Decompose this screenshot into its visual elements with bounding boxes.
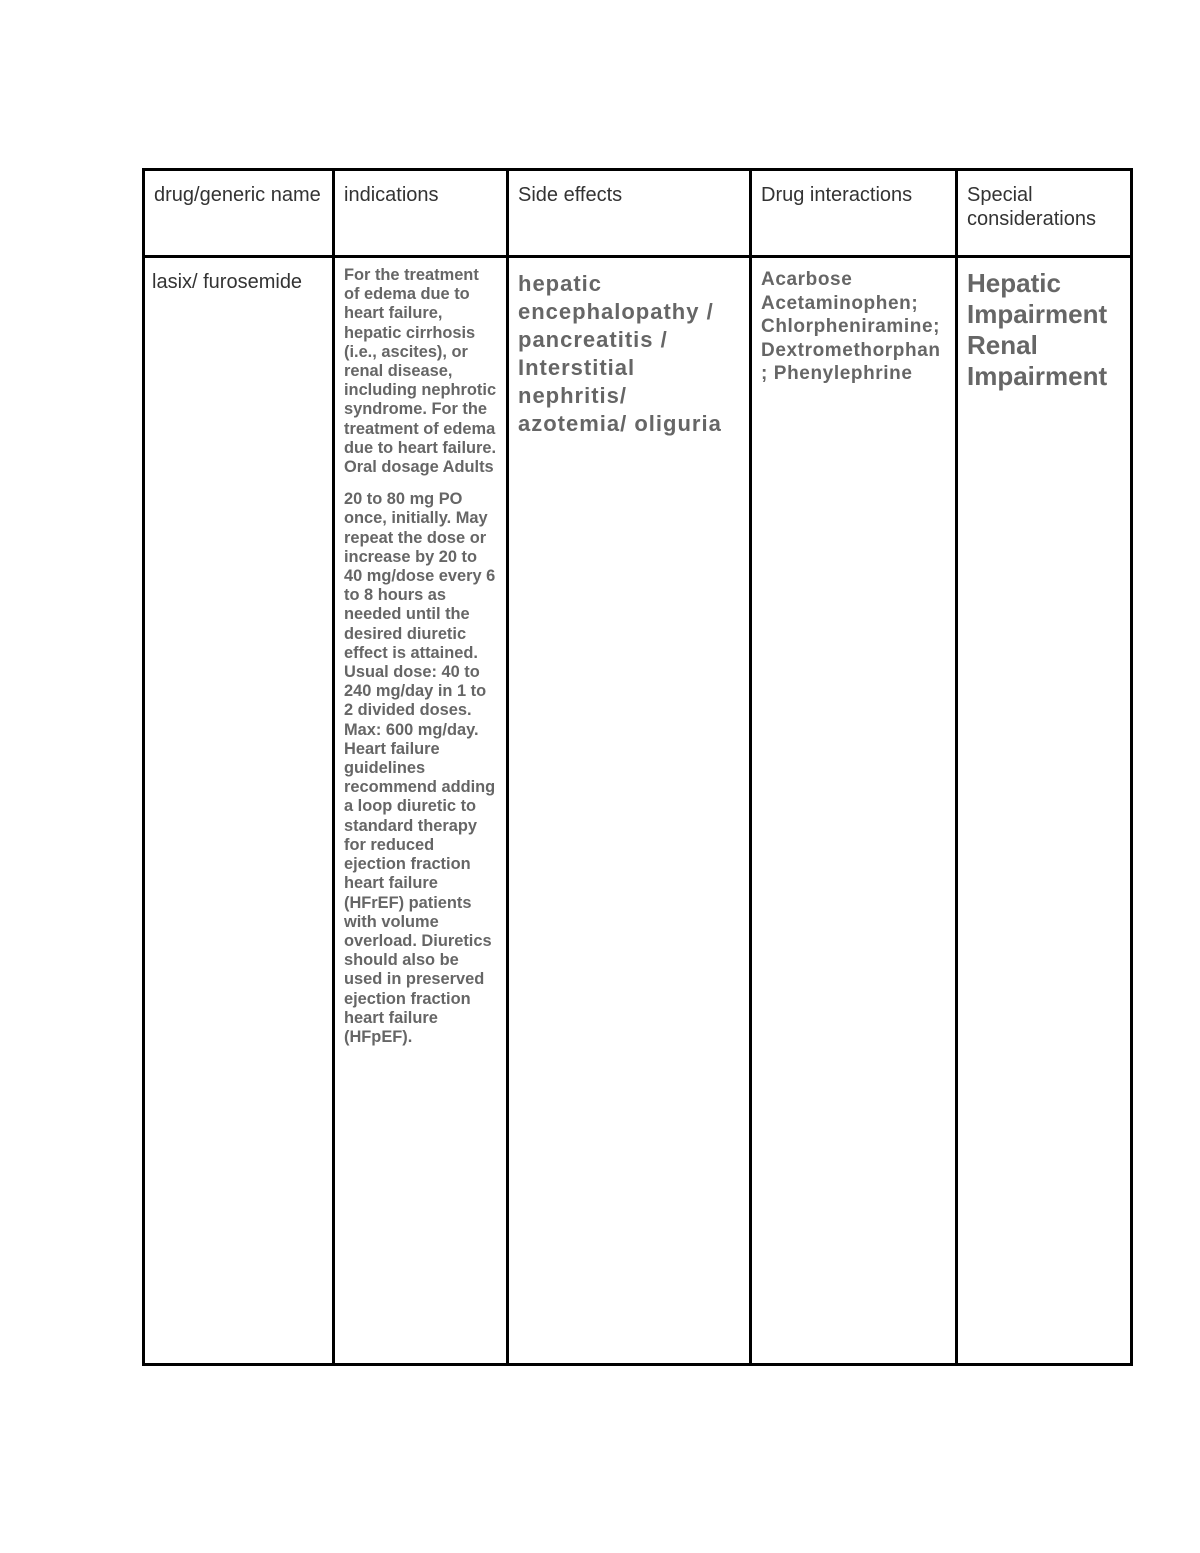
cell-drug-interactions — [751, 257, 957, 1365]
indications-paragraph-1: For the treatment of edema due to heart failure, hepatic cirrhosis (i.e., ascites), or renal disease, including nephrotic syndrome. For the treatment of edema due to heart failure. Oral dosage Adults — [344, 266, 497, 477]
cell-indications — [334, 257, 508, 1365]
header-indications: indications — [334, 170, 508, 257]
cell-drug-name — [144, 257, 334, 1365]
header-special-considerations: Special considerations — [957, 170, 1132, 257]
special-considerations-text: Hepatic Impairment Renal Impairment — [967, 268, 1108, 391]
side-effects-text: hepatic encephalopathy / pancreatitis / Interstitial nephritis/ azotemia/ oliguria — [518, 271, 722, 436]
drug-table — [142, 168, 1133, 1366]
cell-side-effects — [508, 257, 751, 1365]
table-header-row — [144, 170, 1132, 257]
cell-special-considerations — [957, 257, 1132, 1365]
header-drug-name: drug/generic name — [144, 170, 334, 257]
drug-interactions-text: Acarbose Acetaminophen; Chlorpheniramine; Dextromethorphan ; Phenylephrine — [761, 269, 941, 384]
drug-name-text: lasix/ furosemide — [152, 271, 303, 293]
header-drug-interactions: Drug interactions — [751, 170, 957, 257]
table-row — [144, 257, 1132, 1365]
header-side-effects: Side effects — [508, 170, 751, 257]
indications-paragraph-2: 20 to 80 mg PO once, initially. May repeat the dose or increase by 20 to 40 mg/dose every 6 to 8 hours as needed until the desired diuretic effect is attained. Usual dose: 40 to 240 mg/day in 1 to 2 divided doses. Max: 600 mg/day. Heart failure guidelines recommend adding a loop diuretic to standard therapy for reduced ejection fraction heart failure (HFrEF) patients with volume overload. Diuretics should also be used in preserved ejection fraction heart failure (HFpEF). — [344, 490, 496, 1046]
